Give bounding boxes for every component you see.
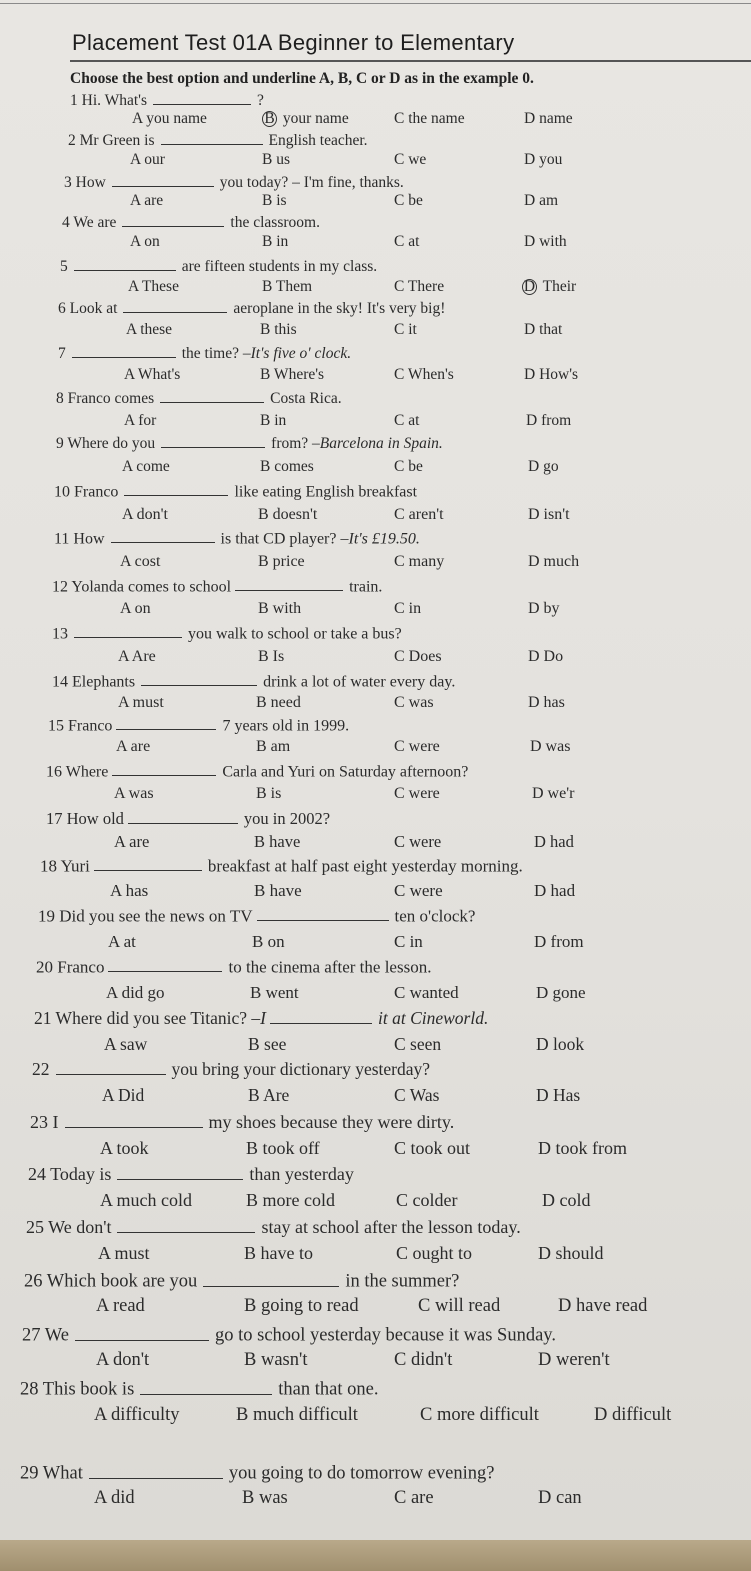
question-tail: Costa Rica. — [270, 389, 342, 407]
option-c[interactable]: C When's — [394, 366, 454, 383]
question-stem-italic: I — [260, 1007, 266, 1028]
option-a[interactable]: A you name — [132, 110, 207, 127]
option-b[interactable]: B comes — [260, 458, 314, 475]
option-d[interactable]: D How's — [524, 366, 579, 383]
option-b[interactable]: B have to — [244, 1243, 313, 1263]
answer-blank[interactable] — [117, 1163, 243, 1180]
option-b[interactable]: B Where's — [260, 366, 325, 383]
question-tail: the time? – — [181, 344, 251, 362]
option-d[interactable]: D from — [526, 412, 572, 429]
answer-blank[interactable] — [56, 1058, 166, 1075]
option-a[interactable]: A saw — [104, 1034, 148, 1054]
option-c[interactable]: C Was — [394, 1085, 440, 1105]
answer-blank[interactable] — [153, 90, 251, 105]
question-stem: 20 Franco — [36, 957, 105, 977]
option-c[interactable]: C in — [394, 932, 423, 951]
option-b[interactable]: B in — [260, 412, 287, 429]
question-22 — [32, 1058, 430, 1080]
option-b[interactable] — [264, 110, 349, 128]
question-stem: 9 Where do you — [56, 434, 156, 452]
question-stem: 19 Did you see the news on TV — [38, 906, 253, 926]
question-tail: you in 2002? — [243, 808, 331, 828]
option-c[interactable]: C There — [394, 278, 445, 295]
question-reply-italic: it at Cineworld. — [378, 1007, 489, 1028]
option-d[interactable]: D look — [536, 1034, 585, 1054]
option-a[interactable]: A These — [128, 278, 179, 295]
question-16 — [46, 761, 468, 781]
answer-blank[interactable] — [72, 343, 176, 358]
option-a[interactable]: A don't — [96, 1350, 150, 1370]
option-a[interactable]: A are — [116, 738, 151, 755]
question-tail: you bring your dictionary yesterday? — [171, 1058, 431, 1079]
answer-blank[interactable] — [140, 1377, 272, 1395]
option-a[interactable]: A must — [98, 1243, 150, 1263]
question-24 — [28, 1163, 354, 1185]
option-a[interactable]: A on — [130, 233, 160, 250]
option-c[interactable]: C were — [394, 881, 443, 900]
question-tail: Carla and Yuri on Saturday afternoon? — [222, 763, 469, 781]
question-reply-italic: Barcelona in Spain. — [319, 434, 443, 452]
answer-blank[interactable] — [203, 1269, 339, 1287]
question-stem: 3 How — [64, 173, 106, 191]
option-b[interactable]: B need — [256, 694, 301, 711]
question-14 — [52, 671, 455, 691]
option-b[interactable]: B price — [258, 553, 305, 570]
option-b[interactable]: B with — [258, 600, 302, 617]
question-stem: 24 Today is — [28, 1164, 112, 1185]
option-b[interactable]: B have — [254, 832, 301, 851]
option-c[interactable]: C will read — [418, 1296, 501, 1316]
option-b[interactable]: B Them — [262, 278, 313, 295]
option-a[interactable]: A read — [96, 1296, 145, 1316]
option-a[interactable]: A did go — [106, 983, 165, 1002]
option-b[interactable]: B went — [250, 983, 299, 1002]
answer-blank[interactable] — [123, 298, 227, 313]
question-stem: 1 Hi. What's — [70, 91, 147, 109]
question-stem: 25 We don't — [26, 1217, 112, 1238]
circled-letter: B — [262, 111, 277, 127]
option-b[interactable]: B am — [256, 738, 291, 755]
option-a[interactable]: A Are — [118, 648, 156, 665]
question-stem: 6 Look at — [58, 299, 118, 317]
option-b[interactable]: B is — [256, 785, 282, 802]
option-a[interactable]: A are — [114, 832, 150, 851]
option-b[interactable]: B was — [242, 1488, 288, 1508]
option-d[interactable]: D by — [528, 600, 560, 617]
option-c[interactable]: C in — [394, 600, 422, 617]
option-d[interactable]: D was — [530, 738, 571, 755]
option-d[interactable]: D go — [528, 458, 559, 475]
option-c[interactable]: C wanted — [394, 983, 459, 1002]
option-d[interactable]: D isn't — [528, 506, 570, 523]
question-tail: drink a lot of water every day. — [263, 673, 456, 691]
answer-blank[interactable] — [65, 1111, 203, 1128]
option-text: your name — [279, 110, 349, 127]
option-b[interactable]: B Are — [248, 1085, 290, 1105]
option-c[interactable]: C took out — [394, 1138, 471, 1158]
question-stem: 21 Where did you see Titanic? – — [34, 1007, 261, 1028]
question-18 — [40, 855, 523, 876]
question-27 — [22, 1323, 556, 1347]
question-stem: 29 What — [20, 1463, 83, 1484]
question-reply-italic: It's five o' clock. — [250, 344, 352, 362]
option-a[interactable]: A come — [122, 458, 170, 475]
question-stem: 18 Yuri — [40, 856, 90, 876]
question-26 — [24, 1269, 459, 1293]
option-c[interactable]: C be — [394, 192, 423, 209]
answer-blank[interactable] — [112, 761, 216, 776]
option-d[interactable]: D have read — [558, 1296, 648, 1316]
question-stem: 14 Elephants — [52, 673, 136, 691]
option-c[interactable]: C aren't — [394, 506, 444, 523]
question-stem: 2 Mr Green is — [68, 131, 155, 149]
option-d[interactable]: D gone — [536, 983, 586, 1002]
question-20 — [36, 956, 431, 977]
option-c[interactable]: C didn't — [394, 1350, 453, 1370]
answer-blank[interactable] — [75, 1323, 209, 1341]
answer-blank[interactable] — [161, 433, 265, 448]
option-b[interactable]: B doesn't — [258, 506, 318, 523]
question-17 — [46, 808, 330, 829]
answer-blank[interactable] — [108, 956, 222, 972]
question-tail: in the summer? — [345, 1271, 460, 1292]
option-d[interactable]: D much — [528, 553, 580, 570]
option-c[interactable]: C at — [394, 412, 420, 429]
question-1 — [70, 90, 264, 110]
desk-surface — [0, 1540, 751, 1571]
question-28 — [20, 1377, 378, 1401]
option-c[interactable]: C it — [394, 321, 417, 338]
question-stem: 4 We are — [62, 213, 117, 231]
question-tail: you today? – I'm fine, thanks. — [219, 173, 404, 191]
question-3 — [64, 172, 404, 192]
option-c[interactable]: C ought to — [396, 1243, 473, 1263]
question-5 — [60, 256, 377, 276]
answer-blank[interactable] — [124, 481, 228, 496]
question-23 — [30, 1111, 454, 1133]
answer-blank[interactable] — [141, 671, 257, 686]
option-d[interactable]: D had — [534, 881, 576, 900]
option-a[interactable]: A for — [124, 412, 157, 429]
option-a[interactable]: A cost — [120, 553, 161, 570]
question-stem: 22 — [32, 1058, 50, 1079]
question-tail: stay at school after the lesson today. — [261, 1217, 521, 1238]
option-b[interactable]: B wasn't — [244, 1350, 308, 1370]
option-d[interactable]: D that — [524, 321, 563, 338]
option-a[interactable]: A on — [120, 600, 151, 617]
question-stem: 12 Yolanda comes to school — [52, 578, 232, 596]
question-10 — [54, 481, 417, 501]
question-19 — [38, 905, 475, 926]
option-b[interactable]: B took off — [246, 1138, 320, 1158]
title-underline — [70, 60, 751, 62]
question-stem: 10 Franco — [54, 483, 119, 501]
option-a[interactable]: A Did — [102, 1085, 145, 1105]
answer-blank[interactable] — [94, 855, 202, 871]
question-tail: than that one. — [278, 1379, 379, 1400]
option-d[interactable]: D should — [538, 1243, 604, 1263]
option-a[interactable]: A these — [126, 321, 173, 338]
option-c[interactable]: C be — [394, 458, 423, 475]
option-b[interactable]: B this — [260, 321, 297, 338]
option-a[interactable]: A are — [130, 192, 164, 209]
question-tail: like eating English breakfast — [234, 483, 418, 501]
option-d[interactable] — [524, 278, 576, 296]
option-a[interactable]: A took — [100, 1138, 149, 1158]
question-4 — [62, 212, 320, 232]
question-12 — [52, 576, 382, 596]
option-c[interactable]: C the name — [394, 110, 465, 127]
answer-blank[interactable] — [74, 623, 182, 638]
option-b[interactable]: B us — [262, 151, 290, 168]
option-d[interactable]: D cold — [542, 1190, 591, 1210]
question-tail: my shoes because they were dirty. — [208, 1112, 455, 1133]
option-d[interactable]: D difficult — [594, 1405, 672, 1425]
question-29 — [20, 1461, 495, 1485]
option-a[interactable]: A has — [110, 881, 149, 900]
question-stem: 7 — [58, 344, 66, 362]
option-d[interactable]: D with — [524, 233, 567, 250]
option-b[interactable]: B much difficult — [236, 1405, 358, 1425]
question-stem: 16 Where — [46, 763, 109, 781]
top-rule — [0, 3, 751, 4]
option-c[interactable]: C many — [394, 553, 445, 570]
option-c[interactable]: C seen — [394, 1034, 442, 1054]
option-d[interactable]: D had — [534, 832, 574, 851]
question-6 — [58, 298, 445, 318]
option-b[interactable]: B on — [252, 932, 285, 951]
answer-blank[interactable] — [257, 905, 389, 921]
question-9 — [56, 433, 443, 453]
option-c[interactable]: C are — [394, 1488, 434, 1508]
question-tail: train. — [349, 578, 383, 596]
option-d[interactable]: D Has — [536, 1085, 581, 1105]
question-tail: to the cinema after the lesson. — [228, 957, 432, 977]
option-a[interactable]: A don't — [122, 506, 168, 523]
question-tail: English teacher. — [268, 131, 368, 149]
answer-blank[interactable] — [270, 1007, 372, 1024]
answer-blank[interactable] — [117, 1216, 255, 1233]
option-c[interactable]: C were — [394, 785, 440, 802]
answer-blank[interactable] — [89, 1461, 223, 1479]
question-tail: than yesterday — [249, 1164, 354, 1185]
question-stem: 5 — [60, 257, 68, 275]
instruction-text: Choose the best option and underline A, B, C or D as in the example 0. — [70, 70, 534, 87]
option-d[interactable]: D am — [524, 192, 559, 209]
answer-blank[interactable] — [128, 808, 238, 824]
option-b[interactable]: B in — [262, 233, 289, 250]
option-a[interactable]: A What's — [124, 366, 181, 383]
answer-blank[interactable] — [74, 256, 176, 271]
question-tail: 7 years old in 1999. — [222, 717, 350, 735]
option-d[interactable]: D has — [528, 694, 565, 711]
question-tail: the classroom. — [230, 213, 320, 231]
option-b[interactable]: B is — [262, 192, 287, 209]
question-stem: 13 — [52, 625, 68, 643]
option-d[interactable]: D took from — [538, 1138, 627, 1158]
option-a[interactable]: A much cold — [100, 1190, 192, 1210]
circled-letter: D — [523, 278, 536, 295]
question-7 — [58, 343, 351, 363]
question-stem: 28 This book is — [20, 1379, 135, 1400]
question-2 — [68, 130, 368, 150]
option-d[interactable]: D from — [534, 932, 584, 951]
question-stem: 26 Which book are you — [24, 1271, 198, 1292]
option-c[interactable]: C more difficult — [420, 1405, 539, 1425]
option-d[interactable]: D can — [538, 1488, 582, 1508]
question-25 — [26, 1216, 521, 1238]
question-8 — [56, 388, 342, 408]
option-d[interactable]: D we'r — [532, 785, 575, 802]
option-d[interactable]: D Do — [528, 648, 564, 665]
question-stem: 8 Franco comes — [56, 389, 155, 407]
option-a[interactable]: A was — [114, 785, 154, 802]
question-tail: go to school yesterday because it was Sunday. — [214, 1325, 556, 1346]
answer-blank[interactable] — [111, 528, 215, 543]
option-c[interactable]: C was — [394, 694, 434, 711]
answer-blank[interactable] — [235, 576, 343, 591]
option-c[interactable]: C were — [394, 832, 442, 851]
question-stem: 11 How — [54, 530, 105, 548]
answer-blank[interactable] — [116, 715, 216, 730]
option-d[interactable]: D name — [524, 110, 573, 127]
option-text: Their — [539, 278, 577, 295]
question-13 — [52, 623, 402, 643]
answer-blank[interactable] — [160, 388, 264, 403]
question-21 — [34, 1007, 488, 1029]
option-b[interactable]: B Is — [258, 648, 285, 665]
option-c[interactable]: C we — [394, 151, 427, 168]
option-b[interactable]: B going to read — [244, 1296, 359, 1316]
option-a[interactable]: A did — [94, 1488, 135, 1508]
question-11 — [54, 528, 420, 548]
answer-blank[interactable] — [122, 212, 224, 227]
question-tail: you walk to school or take a bus? — [188, 625, 402, 643]
page-title: Placement Test 01A Beginner to Elementary — [72, 30, 515, 55]
question-tail: ten o'clock? — [394, 906, 476, 926]
question-tail: aeroplane in the sky! It's very big! — [233, 299, 446, 317]
option-a[interactable]: A at — [108, 932, 136, 951]
option-c[interactable]: C at — [394, 233, 420, 250]
question-stem: 27 We — [22, 1325, 69, 1346]
question-tail: ? — [257, 91, 264, 109]
option-a[interactable]: A our — [130, 151, 165, 168]
option-b[interactable]: B more cold — [246, 1190, 335, 1210]
option-c[interactable]: C were — [394, 738, 440, 755]
question-tail: you going to do tomorrow evening? — [228, 1463, 495, 1484]
option-b[interactable]: B see — [248, 1034, 287, 1054]
question-tail: breakfast at half past eight yesterday morning. — [207, 856, 523, 876]
question-15 — [48, 715, 349, 735]
option-a[interactable]: A difficulty — [94, 1405, 180, 1425]
option-c[interactable]: C Does — [394, 648, 442, 665]
option-c[interactable]: C colder — [396, 1190, 458, 1210]
answer-blank[interactable] — [161, 130, 263, 145]
question-tail: are fifteen students in my class. — [181, 257, 378, 275]
option-d[interactable]: D weren't — [538, 1350, 610, 1370]
option-b[interactable]: B have — [254, 881, 302, 900]
question-stem: 17 How old — [46, 808, 124, 828]
question-tail: from? – — [271, 434, 320, 452]
question-tail: is that CD player? – — [220, 530, 349, 548]
option-d[interactable]: D you — [524, 151, 563, 168]
answer-blank[interactable] — [112, 172, 214, 187]
option-a[interactable]: A must — [118, 694, 164, 711]
question-stem: 23 I — [30, 1112, 59, 1133]
question-stem: 15 Franco — [48, 717, 113, 735]
question-reply-italic: It's £19.50. — [348, 530, 420, 548]
